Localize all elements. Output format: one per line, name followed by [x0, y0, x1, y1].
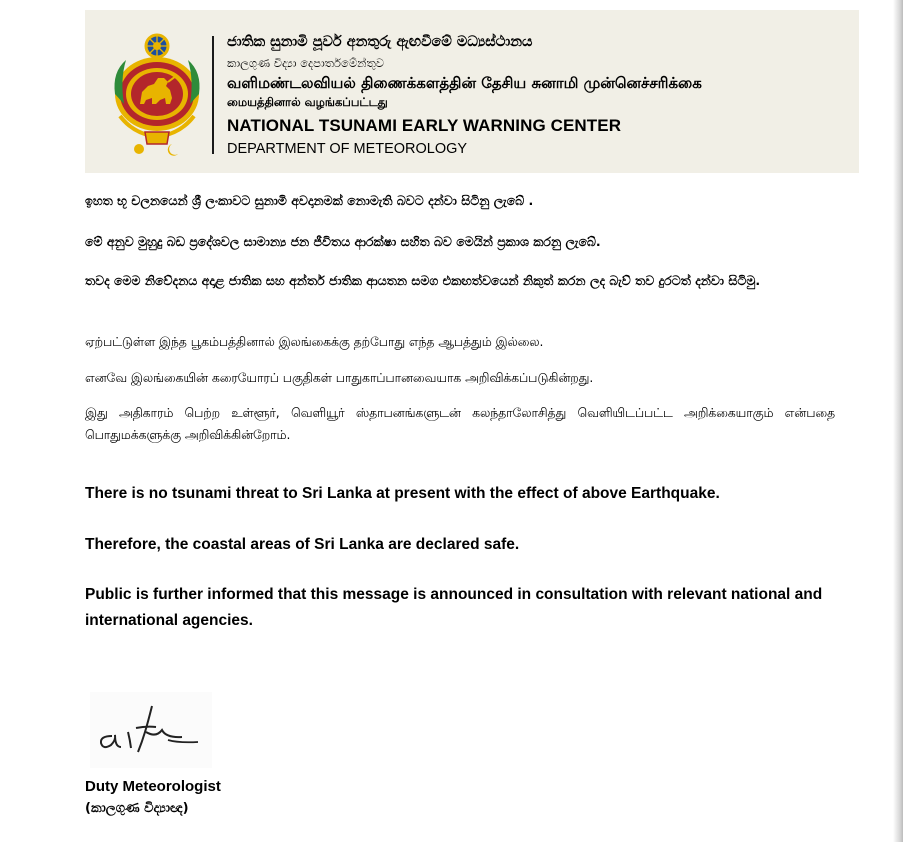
- center-title-sinhala: ජාතික සුනාමි පූර්ව අනතුරු ඇඟවීමේ මධ්‍යස්ථානය: [227, 34, 533, 50]
- header-divider: [212, 36, 214, 154]
- sinhala-paragraph-1: ඉහත භූ චලනයෙන් ශ්‍රී ලංකාවට සුනාමි අවදානමක් නොමැති බවට දන්වා සිටිනු ලැබේ .: [85, 193, 534, 208]
- signatory-role: Duty Meteorologist: [85, 778, 221, 795]
- signatory-role-sinhala: (කාලගුණ විද්‍යාඥ): [85, 801, 189, 816]
- department-subtitle-sinhala: කාලගුණ විද්‍යා දෙපාර්තමේන්තුව: [227, 56, 385, 70]
- sinhala-paragraph-2: මේ අනුව මුහුදු බඩ ප්‍රදේශවල සාමාන්‍ය ජන ජීවිතය ආරක්ෂා සහිත බව මෙයින් ප්‍රකාශ කරනු ලැබේ.: [85, 234, 601, 249]
- handwritten-signature: [90, 692, 212, 768]
- tamil-paragraph-1: ஏற்பட்டுள்ள இந்த பூகம்பத்தினால் இலங்கைக்கு தற்போது எந்த ஆபத்தும் இல்லை.: [85, 335, 544, 349]
- department-subtitle-english: DEPARTMENT OF METEOROLOGY: [227, 141, 468, 157]
- tamil-paragraph-3: இது அதிகாரம் பெற்ற உள்ளூர், வெளியூர் ஸ்தாபனங்களுடன் கலந்தாலோசித்து வெளியிடப்பட்ட அறிக்கையாகும் என்பதை பொதுமக்களுக்கு அறிவிக்கின்றோம்.: [85, 406, 835, 442]
- sinhala-paragraph-3: තවද මෙම නිවේදනය අදාළ ජාතික සහ අන්තර් ජාතික ආයතන සමග එකඟත්වයෙන් නිකුත් කරන ලද බැව් තව දුරටත් දන්වා සිටිමු.: [85, 273, 761, 288]
- tamil-paragraph-2: எனவே இலங்கையின் கரையோரப் பகுதிகள் பாதுகாப்பானவையாக அறிவிக்கப்படுகின்றது.: [85, 371, 594, 385]
- english-paragraph-3: Public is further informed that this message is announced in consultation with relevant national and international agencies.: [85, 586, 823, 629]
- letterhead: [85, 10, 859, 173]
- sri-lanka-emblem-icon: [112, 32, 202, 156]
- english-paragraph-1: There is no tsunami threat to Sri Lanka at present with the effect of above Earthquake.: [85, 485, 720, 502]
- english-paragraph-2: Therefore, the coastal areas of Sri Lanka are declared safe.: [85, 536, 520, 553]
- page-edge-shadow: [893, 0, 903, 842]
- center-title-english: NATIONAL TSUNAMI EARLY WARNING CENTER: [227, 116, 622, 135]
- center-title-tamil: வளிமண்டலவியல் திணைக்களத்தின் தேசிய சுனாமி முன்னெச்சரிக்கை: [227, 74, 702, 92]
- center-subtitle-tamil: மையத்தினால் வழங்கப்பட்டது: [227, 95, 388, 109]
